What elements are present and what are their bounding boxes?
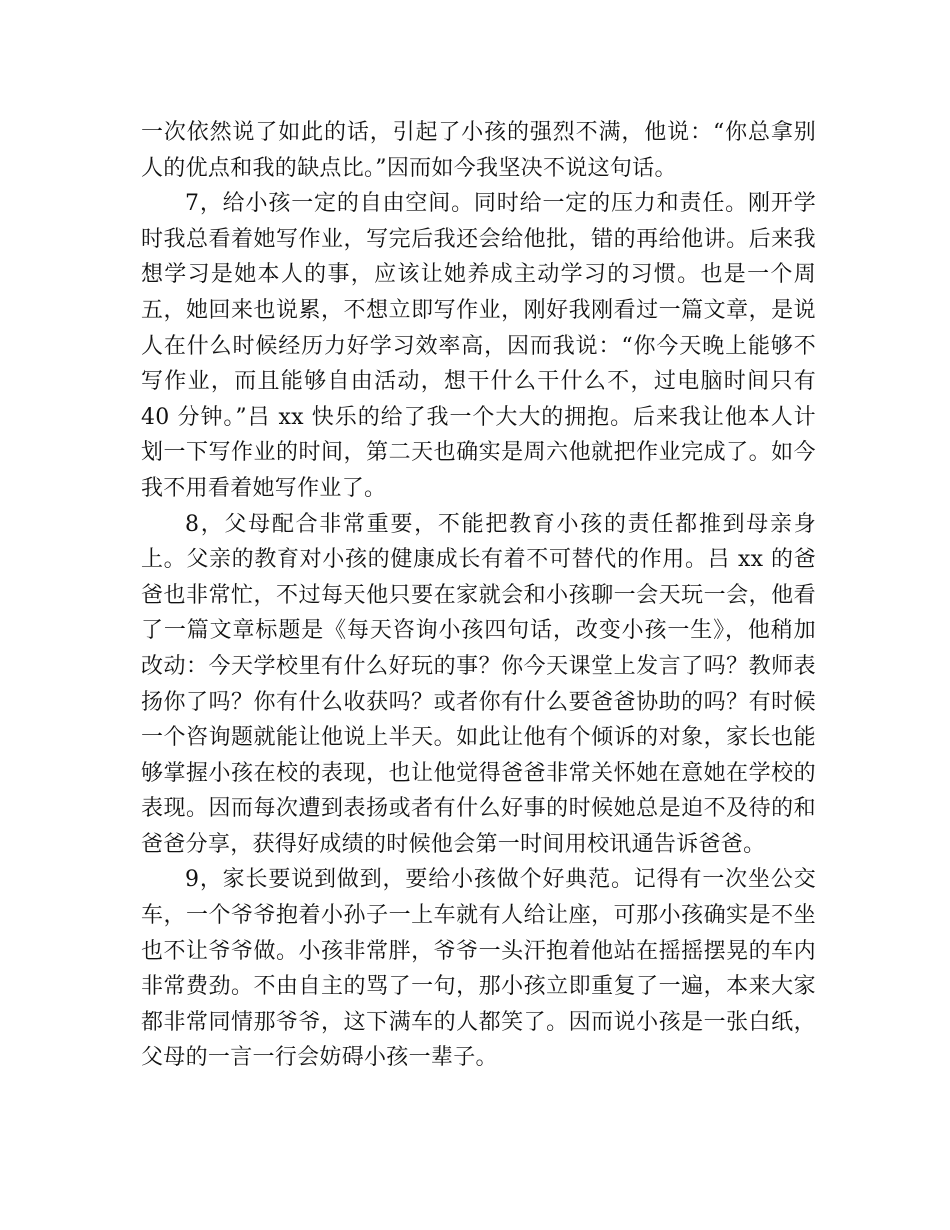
paragraph-item-7: 7，给小孩一定的自由空间。同时给一定的压力和责任。刚开学时我总看着她写作业，写完后我还会给他批，错的再给他讲。后来我想学习是她本人的事，应该让她养成主动学习的习惯。也是一个周五，她回来也说累，不想立即写作业，刚好我刚看过一篇文章，是说人在什么时候经历力好学习效率高，因而我说：“你今天晚上能够不写作业，而且能够自由活动，想干什么干什么不，过电脑时间只有 40 分钟。”吕 xx 快乐的给了我一个大大的拥抱。后来我让他本人计划一下写作业的时间，第二天也确实是周六他就把作业完成了。如今我不用看着她写作业了。 (141, 191, 816, 501)
document-body (141, 115, 816, 1076)
paragraph-item-8: 8，父母配合非常重要，不能把教育小孩的责任都推到母亲身上。父亲的教育对小孩的健康成长有着不可替代的作用。吕 xx 的爸爸也非常忙，不过每天他只要在家就会和小孩聊一会天玩一会，他看了一篇文章标题是《每天咨询小孩四句话，改变小孩一生》，他稍加改动：今天学校里有什么好玩的事？你今天课堂上发言了吗？教师表扬你了吗？你有什么收获吗？或者你有什么要爸爸协助的吗？有时候一个咨询题就能让他说上半天。如此让他有个倾诉的对象，家长也能够掌握小孩在校的表现，也让他觉得爸爸非常关怀她在意她在学校的表现。因而每次遭到表扬或者有什么好事的时候她总是迫不及待的和爸爸分享，获得好成绩的时候他会第一时间用校讯通告诉爸爸。 (141, 511, 816, 857)
paragraph-continuation: 一次依然说了如此的话，引起了小孩的强烈不满，他说：“你总拿别人的优点和我的缺点比。”因而如今我坚决不说这句话。 (141, 120, 816, 181)
paragraph-item-9: 9，家长要说到做到，要给小孩做个好典范。记得有一次坐公交车，一个爷爷抱着小孙子一上车就有人给让座，可那小孩确实是不坐也不让爷爷做。小孩非常胖，爷爷一头汗抱着他站在摇摇摆晃的车内非常费劲。不由自主的骂了一句，那小孩立即重复了一遍，本来大家都非常同情那爷爷，这下满车的人都笑了。因而说小孩是一张白纸，父母的一言一行会妨碍小孩一辈子。 (141, 867, 816, 1071)
